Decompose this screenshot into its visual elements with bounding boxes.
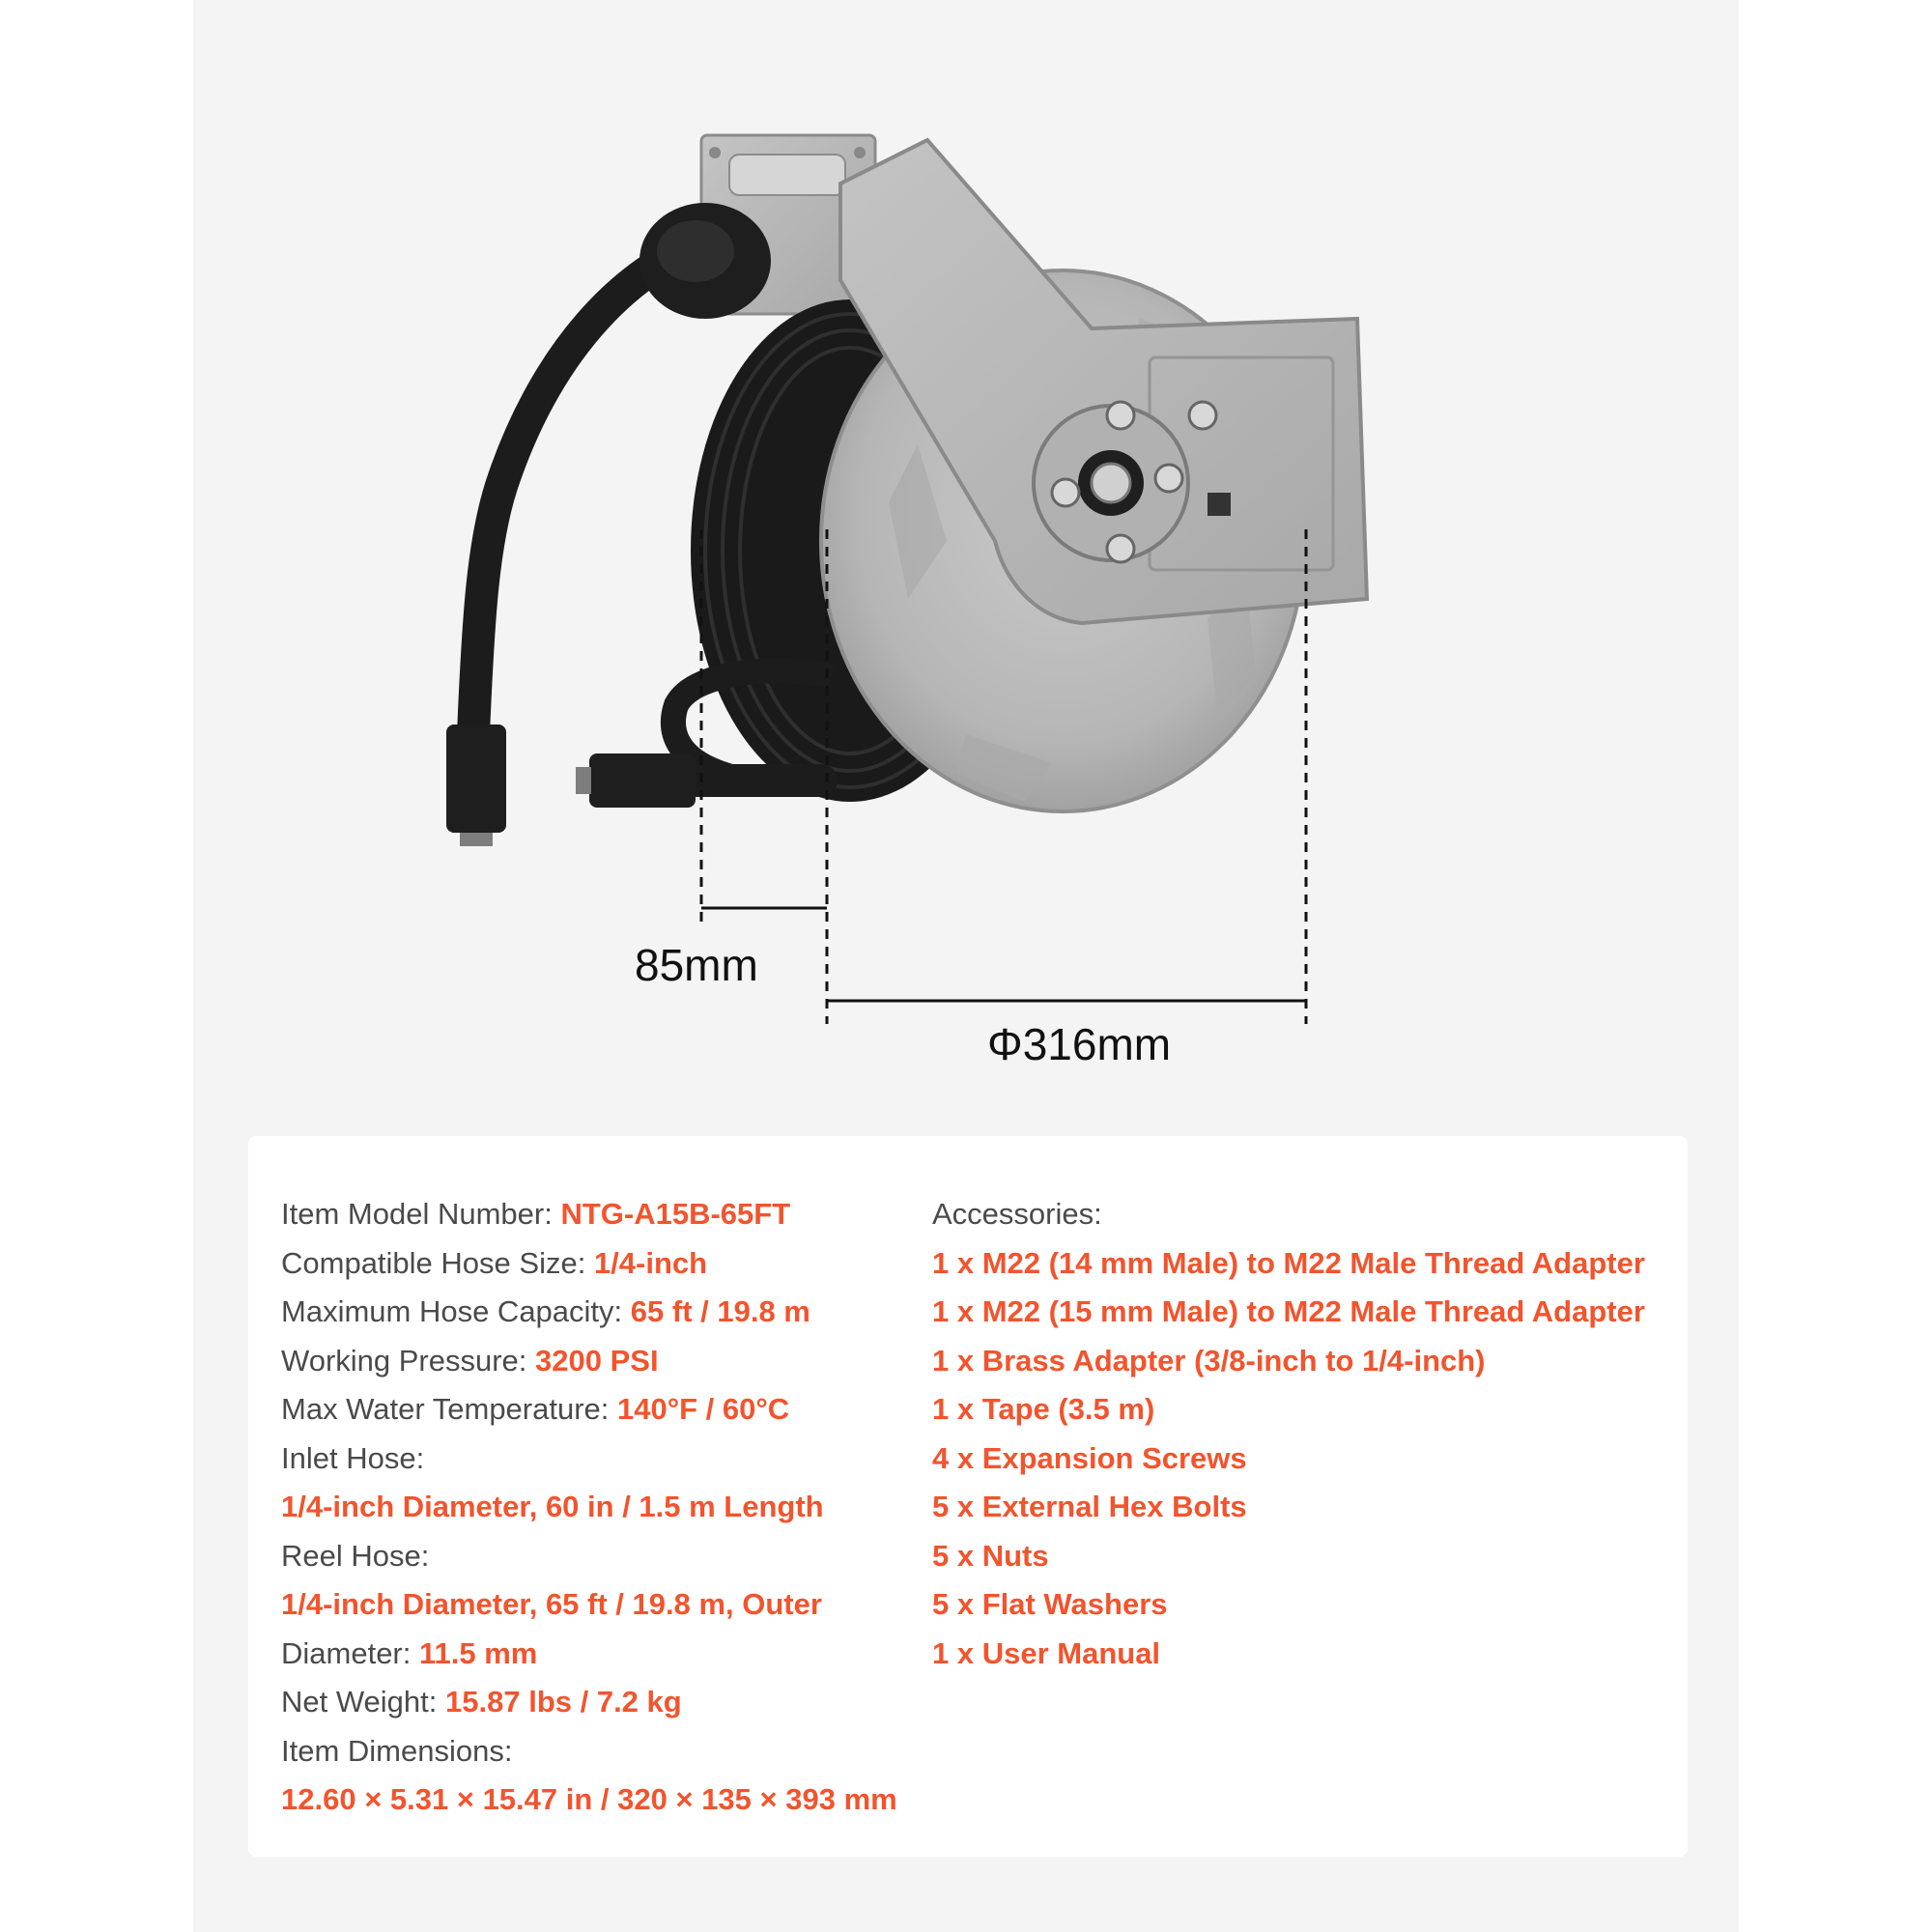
spec-reel-hose-value: 1/4-inch Diameter, 65 ft / 19.8 m, Outer (281, 1587, 822, 1621)
accessories-list (932, 1190, 1695, 1678)
spec-inlet-hose-label: Inlet Hose: (281, 1440, 425, 1475)
spec-inlet-hose-value: 1/4-inch Diameter, 60 in / 1.5 m Length (281, 1490, 824, 1523)
spec-max-temperature: Max Water Temperature: 140°F / 60°C (281, 1392, 790, 1426)
spec-model-number: Item Model Number: NTG-A15B-65FT (281, 1197, 791, 1231)
spec-hose-size: Compatible Hose Size: 1/4-inch (281, 1245, 708, 1280)
accessory-item: 1 x Brass Adapter (3/8-inch to 1/4-inch) (932, 1343, 1486, 1378)
accessory-item: 1 x Tape (3.5 m) (932, 1392, 1155, 1426)
specs-list (281, 1190, 957, 1825)
accessory-item: 5 x Nuts (932, 1538, 1049, 1573)
specifications-card (248, 1136, 1688, 1857)
depth-dimension-label: 85mm (635, 940, 758, 990)
spec-working-pressure: Working Pressure: 3200 PSI (281, 1343, 659, 1378)
accessory-item: 5 x External Hex Bolts (932, 1490, 1247, 1523)
spec-dimensions-label: Item Dimensions: (281, 1733, 513, 1768)
spec-reel-hose-label: Reel Hose: (281, 1538, 430, 1573)
accessory-item: 1 x User Manual (932, 1635, 1161, 1670)
accessories-heading: Accessories: (932, 1197, 1102, 1231)
spec-net-weight: Net Weight: 15.87 lbs / 7.2 kg (281, 1685, 682, 1719)
reel-hub (1034, 402, 1188, 562)
accessory-item: 4 x Expansion Screws (932, 1440, 1247, 1475)
accessory-item: 5 x Flat Washers (932, 1587, 1168, 1621)
spec-outer-diameter: Diameter: 11.5 mm (281, 1635, 538, 1670)
accessory-item: 1 x M22 (15 mm Male) to M22 Male Thread Adapter (932, 1294, 1645, 1328)
diameter-dimension-label: Φ316mm (987, 1019, 1172, 1069)
accessory-item: 1 x M22 (14 mm Male) to M22 Male Thread Adapter (932, 1245, 1645, 1280)
spec-hose-capacity: Maximum Hose Capacity: 65 ft / 19.8 m (281, 1294, 810, 1328)
spec-dimensions-value: 12.60 × 5.31 × 15.47 in / 320 × 135 × 393 mm (281, 1782, 897, 1816)
